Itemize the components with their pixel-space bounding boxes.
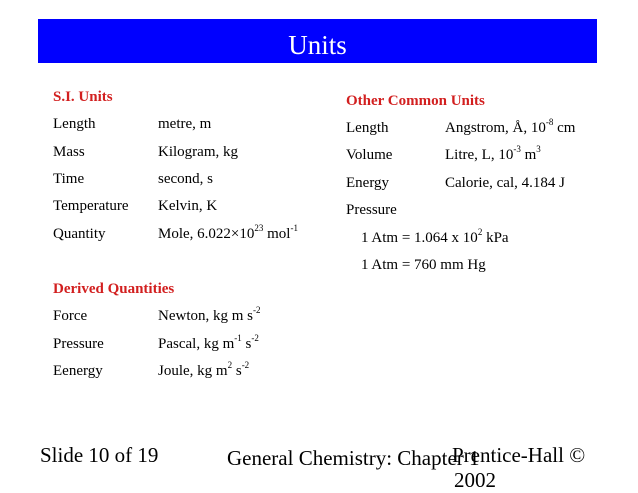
other-row-value: Litre, L, $10^{-3}$ $m^3$ — [445, 144, 541, 163]
publisher-year: 2002 — [454, 468, 496, 492]
si-row-value: second, s — [158, 171, 213, 187]
course-title: General Chemistry: Chapter 1 — [227, 446, 480, 470]
si-row-value: Kelvin, K — [158, 198, 218, 214]
derived-row-name: Pressure — [53, 336, 104, 352]
derived-heading: Derived Quantities — [53, 281, 175, 297]
si-row-name: Time — [53, 171, 85, 187]
other-row-value: Calorie, cal, 4.184 J — [445, 175, 565, 191]
other-row-value: Angstrom, Å, $10^{-8}$ cm — [445, 117, 576, 136]
publisher: Prentice-Hall © — [452, 443, 586, 467]
derived-row-value: Joule, kg $m^2$ $s^{-2}$ — [158, 360, 250, 379]
derived-row-value: Pascal, kg $m^{-1}$ $s^{-2}$ — [158, 333, 259, 352]
si-row-value: Mole, $6.022\times 10^{23}$ mol$^{-1}$ — [158, 223, 298, 242]
derived-row-name: Eenergy — [53, 363, 103, 379]
slide-number: Slide 10 of 19 — [40, 443, 159, 467]
pressure-line: 1 Atm = 1.064 x $10^2$ kPa — [361, 227, 509, 246]
si-row-name: Mass — [53, 144, 85, 160]
si-row-name: Length — [53, 116, 96, 132]
slide-title: Units — [288, 30, 347, 60]
si-row-name: Temperature — [53, 198, 129, 214]
derived-row-name: Force — [53, 308, 88, 324]
si-units-heading: S.I. Units — [53, 89, 113, 105]
other-row-name: Length — [346, 120, 389, 136]
pressure-line: 1 Atm = 760 mm Hg — [361, 257, 486, 273]
other-row-name: Pressure — [346, 202, 397, 218]
other-row-name: Energy — [346, 175, 390, 191]
other-row-name: Volume — [346, 147, 393, 163]
si-row-name: Quantity — [53, 226, 106, 242]
derived-row-value: Newton, kg m $s^{-2}$ — [158, 305, 261, 324]
si-row-value: Kilogram, kg — [158, 144, 238, 160]
si-row-value: metre, m — [158, 116, 212, 132]
title-bar — [38, 19, 597, 63]
other-units-heading: Other Common Units — [346, 93, 485, 109]
